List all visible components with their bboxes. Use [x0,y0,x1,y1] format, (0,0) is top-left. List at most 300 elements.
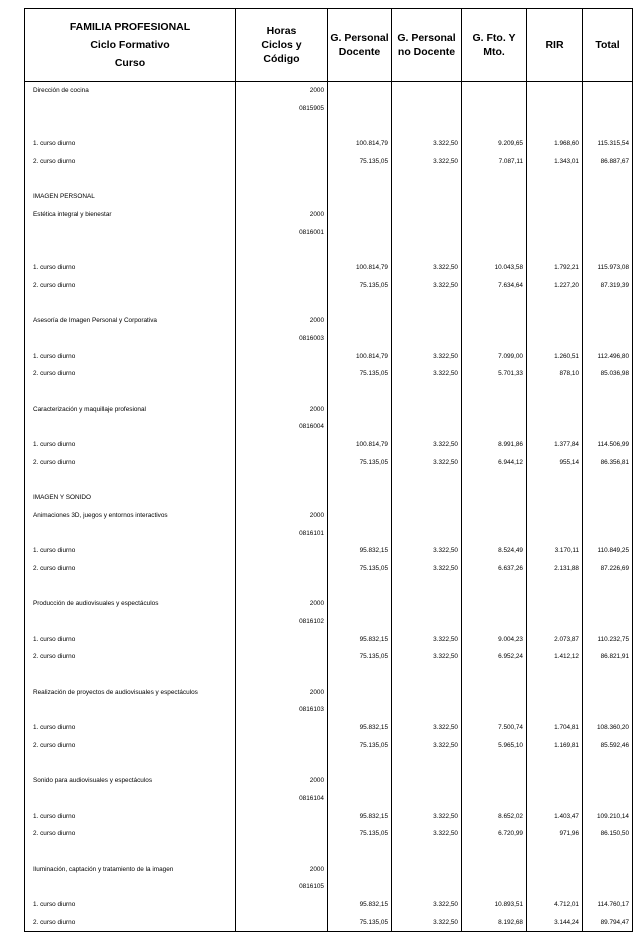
row-label: IMAGEN PERSONAL [25,188,236,206]
table-row [25,648,633,666]
table-row [25,790,633,808]
row-label [25,170,236,188]
row-total: 85.592,46 [583,736,633,754]
table-row [25,135,633,153]
row-label: Iluminación, captación y tratamiento de la imagen [25,860,236,878]
row-rir: 1.412,12 [527,648,583,666]
row-hours-code: 2000 [236,772,328,790]
row-label: Caracterización y maquillaje profesional [25,400,236,418]
row-total [583,224,633,242]
row-hours-code [236,630,328,648]
row-g-personal-no-docente [392,224,462,242]
row-hours-code: 0816101 [236,524,328,542]
row-hours-code: 2000 [236,400,328,418]
row-g-personal-no-docente [392,206,462,224]
table-row [25,241,633,259]
table-row [25,277,633,295]
row-g-personal-no-docente [392,100,462,118]
row-g-personal-no-docente: 3.322,50 [392,347,462,365]
row-rir: 1.260,51 [527,347,583,365]
table-row [25,577,633,595]
row-g-personal-no-docente [392,790,462,808]
row-label [25,330,236,348]
row-rir: 1.377,84 [527,436,583,454]
row-label: 1. curso diurno [25,896,236,914]
row-total [583,772,633,790]
row-label [25,418,236,436]
row-rir [527,772,583,790]
row-g-fto-mto [462,878,527,896]
row-hours-code: 0815905 [236,100,328,118]
row-g-fto-mto [462,595,527,613]
row-g-personal-docente [328,418,392,436]
row-g-personal-no-docente [392,524,462,542]
row-g-personal-docente: 95.832,15 [328,630,392,648]
table-row [25,383,633,401]
row-total [583,471,633,489]
row-g-personal-no-docente [392,843,462,861]
row-g-personal-no-docente: 3.322,50 [392,153,462,171]
row-g-personal-no-docente [392,471,462,489]
row-rir: 1.169,81 [527,736,583,754]
row-g-personal-no-docente: 3.322,50 [392,542,462,560]
row-g-fto-mto: 9.004,23 [462,630,527,648]
row-label: 2. curso diurno [25,277,236,295]
row-g-personal-docente: 75.135,05 [328,153,392,171]
row-rir [527,489,583,507]
row-hours-code [236,719,328,737]
row-label [25,224,236,242]
row-label [25,524,236,542]
row-hours-code: 0816001 [236,224,328,242]
row-g-personal-docente: 100.814,79 [328,135,392,153]
row-g-personal-docente [328,312,392,330]
row-hours-code [236,489,328,507]
row-total: 86.356,81 [583,453,633,471]
row-g-personal-docente [328,843,392,861]
row-hours-code [236,825,328,843]
row-g-personal-docente [328,241,392,259]
table-row [25,560,633,578]
row-rir [527,524,583,542]
row-label: 1. curso diurno [25,630,236,648]
row-label [25,878,236,896]
row-total [583,613,633,631]
row-rir: 1.792,21 [527,259,583,277]
table-row [25,683,633,701]
row-rir [527,100,583,118]
row-rir [527,577,583,595]
row-g-personal-no-docente [392,400,462,418]
table-row [25,807,633,825]
row-g-personal-docente [328,170,392,188]
row-label [25,790,236,808]
table-row [25,312,633,330]
row-g-personal-docente: 75.135,05 [328,913,392,931]
row-hours-code [236,560,328,578]
row-hours-code [236,453,328,471]
row-rir: 2.073,87 [527,630,583,648]
row-g-fto-mto: 8.652,02 [462,807,527,825]
row-hours-code [236,542,328,560]
row-total: 114.506,99 [583,436,633,454]
row-g-personal-no-docente [392,666,462,684]
row-g-personal-docente: 95.832,15 [328,807,392,825]
row-g-personal-docente [328,383,392,401]
row-hours-code [236,843,328,861]
row-g-personal-no-docente: 3.322,50 [392,896,462,914]
row-g-personal-docente [328,206,392,224]
row-g-fto-mto: 6.952,24 [462,648,527,666]
row-label: Estética integral y bienestar [25,206,236,224]
row-g-fto-mto: 6.720,99 [462,825,527,843]
table-row [25,825,633,843]
row-rir [527,790,583,808]
row-total [583,577,633,595]
row-label: 1. curso diurno [25,347,236,365]
row-hours-code [236,471,328,489]
table-row [25,719,633,737]
row-label [25,666,236,684]
row-g-personal-docente: 75.135,05 [328,560,392,578]
row-g-personal-docente: 95.832,15 [328,896,392,914]
table-row [25,772,633,790]
row-rir [527,82,583,100]
row-hours-code [236,117,328,135]
row-label: 1. curso diurno [25,135,236,153]
row-hours-code [236,383,328,401]
row-hours-code [236,259,328,277]
row-label: 2. curso diurno [25,648,236,666]
row-g-fto-mto [462,507,527,525]
header-g-personal-docente: G. Personal Docente [328,9,392,82]
row-rir: 1.968,60 [527,135,583,153]
row-label [25,843,236,861]
row-g-fto-mto [462,206,527,224]
row-g-personal-no-docente: 3.322,50 [392,560,462,578]
row-g-fto-mto: 7.500,74 [462,719,527,737]
table-row [25,330,633,348]
row-g-fto-mto [462,754,527,772]
row-g-personal-docente: 75.135,05 [328,825,392,843]
row-total [583,595,633,613]
row-label [25,471,236,489]
row-g-fto-mto [462,312,527,330]
row-rir [527,595,583,613]
row-g-personal-docente: 75.135,05 [328,453,392,471]
row-rir [527,878,583,896]
row-rir [527,666,583,684]
row-rir: 2.131,88 [527,560,583,578]
table-row [25,206,633,224]
row-total: 89.794,47 [583,913,633,931]
row-g-fto-mto [462,188,527,206]
table-row [25,878,633,896]
row-g-personal-docente [328,224,392,242]
row-rir [527,241,583,259]
row-g-fto-mto: 7.087,11 [462,153,527,171]
row-g-fto-mto [462,666,527,684]
row-g-personal-docente [328,330,392,348]
row-g-personal-docente: 75.135,05 [328,736,392,754]
row-total [583,666,633,684]
row-g-personal-docente: 95.832,15 [328,719,392,737]
row-g-personal-no-docente [392,312,462,330]
row-g-personal-no-docente [392,418,462,436]
row-rir [527,170,583,188]
row-total: 110.849,25 [583,542,633,560]
row-rir [527,330,583,348]
row-label: 1. curso diurno [25,542,236,560]
row-g-personal-docente: 100.814,79 [328,347,392,365]
table-row [25,294,633,312]
row-rir [527,188,583,206]
row-label: Producción de audiovisuales y espectáculos [25,595,236,613]
row-g-personal-no-docente: 3.322,50 [392,719,462,737]
row-hours-code: 0816102 [236,613,328,631]
row-hours-code: 0816104 [236,790,328,808]
row-label: Sonido para audiovisuales y espectáculos [25,772,236,790]
row-g-personal-docente [328,577,392,595]
row-total [583,400,633,418]
row-g-personal-no-docente: 3.322,50 [392,436,462,454]
row-g-fto-mto [462,241,527,259]
row-label [25,577,236,595]
row-g-personal-no-docente [392,754,462,772]
row-g-personal-no-docente: 3.322,50 [392,825,462,843]
row-rir: 878,10 [527,365,583,383]
row-label: 2. curso diurno [25,913,236,931]
row-g-fto-mto [462,383,527,401]
row-total [583,188,633,206]
row-hours-code [236,436,328,454]
table-row [25,754,633,772]
row-rir: 1.403,47 [527,807,583,825]
row-rir [527,117,583,135]
row-label [25,294,236,312]
row-rir [527,224,583,242]
row-label: 2. curso diurno [25,560,236,578]
table-row [25,100,633,118]
row-g-personal-docente [328,878,392,896]
row-hours-code: 2000 [236,507,328,525]
row-hours-code: 0816003 [236,330,328,348]
row-label [25,117,236,135]
row-g-personal-no-docente [392,613,462,631]
row-g-fto-mto [462,330,527,348]
table-row [25,524,633,542]
row-label: Animaciones 3D, juegos y entornos interactivos [25,507,236,525]
row-g-fto-mto [462,224,527,242]
row-g-fto-mto [462,701,527,719]
row-rir [527,860,583,878]
row-rir [527,683,583,701]
row-rir: 1.704,81 [527,719,583,737]
row-g-personal-no-docente [392,188,462,206]
table-row [25,259,633,277]
row-g-personal-docente: 100.814,79 [328,436,392,454]
row-label [25,241,236,259]
table-row [25,170,633,188]
row-hours-code [236,170,328,188]
table-row [25,630,633,648]
row-rir [527,471,583,489]
row-hours-code [236,807,328,825]
row-total: 112.496,80 [583,347,633,365]
table-row [25,347,633,365]
row-total: 86.887,67 [583,153,633,171]
header-g-personal-no-docente: G. Personal no Docente [392,9,462,82]
header-horas: Horas Ciclos y Código [236,9,328,82]
row-total: 86.150,50 [583,825,633,843]
row-g-personal-docente [328,100,392,118]
row-g-fto-mto: 10.893,51 [462,896,527,914]
row-g-fto-mto [462,683,527,701]
row-hours-code [236,666,328,684]
row-hours-code [236,736,328,754]
row-total [583,524,633,542]
row-hours-code: 2000 [236,206,328,224]
table-row [25,489,633,507]
row-g-personal-no-docente: 3.322,50 [392,365,462,383]
row-g-personal-docente: 75.135,05 [328,365,392,383]
row-g-personal-docente [328,524,392,542]
row-label [25,383,236,401]
row-total: 110.232,75 [583,630,633,648]
row-g-personal-docente [328,595,392,613]
row-g-personal-docente: 75.135,05 [328,277,392,295]
table-row [25,188,633,206]
row-hours-code: 0816103 [236,701,328,719]
row-g-fto-mto [462,613,527,631]
row-g-fto-mto: 8.524,49 [462,542,527,560]
row-g-fto-mto [462,82,527,100]
row-g-personal-docente [328,613,392,631]
table-row [25,471,633,489]
row-total [583,790,633,808]
table-row [25,153,633,171]
row-hours-code [236,896,328,914]
row-g-fto-mto: 8.991,86 [462,436,527,454]
row-hours-code [236,648,328,666]
row-rir [527,754,583,772]
row-g-personal-no-docente [392,701,462,719]
row-g-personal-docente [328,117,392,135]
row-hours-code [236,347,328,365]
row-hours-code: 2000 [236,860,328,878]
row-g-personal-no-docente [392,82,462,100]
row-rir: 1.227,20 [527,277,583,295]
row-g-personal-no-docente [392,772,462,790]
row-g-fto-mto [462,294,527,312]
row-g-personal-docente [328,860,392,878]
row-hours-code: 0816004 [236,418,328,436]
row-g-personal-docente [328,754,392,772]
row-label: Dirección de cocina [25,82,236,100]
row-g-personal-no-docente [392,507,462,525]
row-hours-code: 0816105 [236,878,328,896]
row-g-personal-docente [328,666,392,684]
row-label [25,754,236,772]
row-total [583,117,633,135]
row-total [583,241,633,259]
row-label: Realización de proyectos de audiovisuales y espectáculos [25,683,236,701]
row-label: 1. curso diurno [25,436,236,454]
row-g-personal-docente [328,772,392,790]
row-g-personal-no-docente [392,294,462,312]
row-g-personal-docente: 75.135,05 [328,648,392,666]
row-label: 1. curso diurno [25,807,236,825]
row-total [583,701,633,719]
row-g-fto-mto [462,843,527,861]
row-rir [527,418,583,436]
row-label [25,613,236,631]
row-label: 2. curso diurno [25,736,236,754]
row-g-personal-docente [328,790,392,808]
row-g-personal-docente [328,507,392,525]
header-rir: RIR [527,9,583,82]
row-g-fto-mto [462,524,527,542]
row-g-personal-no-docente [392,878,462,896]
row-rir [527,206,583,224]
row-total [583,878,633,896]
row-g-personal-docente [328,471,392,489]
table-row [25,913,633,931]
row-total: 115.315,54 [583,135,633,153]
document-page [24,8,629,932]
row-rir: 3.144,24 [527,913,583,931]
row-rir [527,294,583,312]
table-row [25,82,633,100]
row-hours-code [236,913,328,931]
row-g-personal-no-docente [392,683,462,701]
row-g-fto-mto: 9.209,65 [462,135,527,153]
row-total: 86.821,91 [583,648,633,666]
table-row [25,224,633,242]
table-row [25,736,633,754]
row-total: 87.319,39 [583,277,633,295]
row-g-fto-mto [462,400,527,418]
row-g-personal-docente [328,701,392,719]
row-g-fto-mto [462,790,527,808]
row-total [583,312,633,330]
row-total [583,754,633,772]
row-hours-code [236,577,328,595]
row-hours-code [236,294,328,312]
row-label: 1. curso diurno [25,719,236,737]
row-g-personal-docente [328,683,392,701]
row-g-fto-mto [462,860,527,878]
row-g-personal-no-docente: 3.322,50 [392,736,462,754]
row-total [583,294,633,312]
table-row [25,595,633,613]
row-rir: 3.170,11 [527,542,583,560]
header-total: Total [583,9,633,82]
row-hours-code [236,277,328,295]
row-g-personal-no-docente [392,330,462,348]
row-total [583,489,633,507]
row-hours-code [236,241,328,259]
row-rir [527,400,583,418]
row-g-personal-no-docente [392,489,462,507]
table-row [25,436,633,454]
row-total [583,330,633,348]
row-g-personal-no-docente: 3.322,50 [392,913,462,931]
row-g-personal-no-docente: 3.322,50 [392,135,462,153]
row-total [583,206,633,224]
row-total [583,383,633,401]
row-g-fto-mto: 10.043,58 [462,259,527,277]
